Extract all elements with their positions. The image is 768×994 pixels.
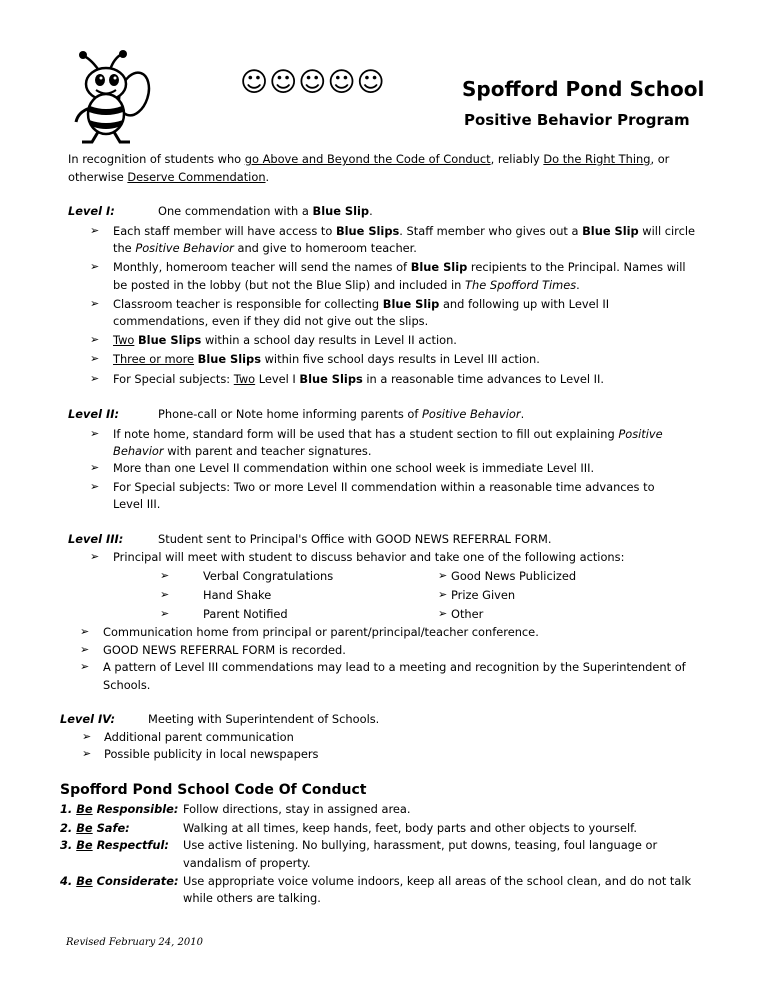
text: If note home, standard form will be used that has a student section to fill out explaining — [113, 427, 619, 441]
arrow-bullet-icon: ➢ — [438, 588, 448, 601]
conduct-item-text-cont: while others are talking. — [183, 891, 321, 905]
level-3-bullet-2: Communication home from principal or parent/principal/teacher conference. — [103, 625, 539, 639]
action-item: Parent Notified — [203, 607, 288, 621]
revised-date: Revised February 24, 2010 — [66, 937, 203, 948]
text: Phone-call or Note home informing parents of — [158, 407, 423, 421]
level-4-bullet-1: Additional parent communication — [104, 730, 294, 744]
conduct-item-text: Follow directions, stay in assigned area. — [183, 802, 411, 816]
level-3-label: Level III: — [68, 532, 124, 546]
text: in a reasonable time advances to Level II. — [362, 372, 604, 386]
text-bold: Blue Slip — [382, 297, 440, 311]
text-bold: Blue Slips — [197, 352, 261, 366]
conduct-item-text-cont: vandalism of property. — [183, 856, 311, 870]
text-bold: Blue Slip — [410, 260, 468, 274]
arrow-bullet-icon: ➢ — [90, 352, 100, 365]
text: and give to homeroom teacher. — [233, 241, 417, 255]
conduct-be: Be — [76, 874, 93, 888]
text-bold: Blue Slips — [335, 224, 400, 238]
level-3-bullet-4-cont: Schools. — [103, 678, 151, 692]
intro-line-1 — [68, 150, 669, 169]
level-2-bullet-3-cont: Level III. — [113, 497, 161, 511]
conduct-item-label — [60, 872, 179, 891]
text-bold: Blue Slip — [582, 224, 639, 238]
intro-text: otherwise — [68, 170, 128, 184]
level-2-bullet-2: More than one Level II commendation within one school week is immediate Level III. — [113, 461, 595, 475]
intro-text: , or — [650, 152, 670, 166]
text-underline: Two — [233, 372, 256, 386]
arrow-bullet-icon: ➢ — [438, 607, 448, 620]
text: recipients to the Principal. Names will — [467, 260, 686, 274]
level-1-bullet-5 — [113, 350, 540, 369]
arrow-bullet-icon: ➢ — [160, 588, 170, 601]
text: . — [520, 407, 525, 421]
text-bold: Blue Slip — [312, 204, 370, 218]
conduct-number: 2. — [60, 821, 77, 835]
text-underline: Three or more — [113, 352, 195, 366]
text: One commendation with a — [158, 204, 313, 218]
text-bold: Blue Slips — [299, 372, 363, 386]
conduct-number: 3. — [60, 838, 77, 852]
text-italic: Positive Behavior — [422, 407, 521, 421]
conduct-item-label — [60, 836, 169, 855]
conduct-item-text: Use appropriate voice volume indoors, keep all areas of the school clean, and do not talk — [183, 874, 692, 888]
conduct-be: Be — [76, 821, 93, 835]
arrow-bullet-icon: ➢ — [90, 461, 100, 474]
smiley-row: ☺☺☺☺☺ — [240, 67, 386, 98]
level-2-description — [158, 405, 524, 424]
level-1-bullet-2 — [113, 258, 686, 277]
arrow-bullet-icon: ➢ — [90, 372, 100, 385]
level-3-bullet-3: GOOD NEWS REFERRAL FORM is recorded. — [103, 643, 346, 657]
conduct-rest: Responsible: — [92, 802, 179, 816]
arrow-bullet-icon: ➢ — [90, 224, 100, 237]
text-italic: Positive — [618, 427, 663, 441]
level-2-bullet-1-cont — [113, 442, 371, 461]
conduct-be: Be — [76, 838, 93, 852]
intro-underline: Deserve Commendation — [127, 170, 266, 184]
action-item: Hand Shake — [203, 588, 272, 602]
conduct-item-label — [60, 819, 130, 838]
arrow-bullet-icon: ➢ — [90, 480, 100, 493]
intro-line-2 — [68, 168, 269, 187]
arrow-bullet-icon: ➢ — [82, 747, 92, 760]
text: and following up with Level II — [439, 297, 610, 311]
text-italic: The Spofford Times — [465, 278, 577, 292]
action-item: Good News Publicized — [451, 569, 577, 583]
level-2-bullet-3: For Special subjects: Two or more Level II commendation within a reasonable time advances to — [113, 480, 655, 494]
action-item: Prize Given — [451, 588, 516, 602]
text: with parent and teacher signatures. — [163, 444, 372, 458]
intro-underline: Do the Right Thing — [543, 152, 651, 166]
text: will circle — [638, 224, 696, 238]
intro-text: In recognition of students who — [68, 152, 245, 166]
text: . Staff member who gives out a — [399, 224, 583, 238]
action-item: Verbal Congratulations — [203, 569, 334, 583]
level-4-label: Level IV: — [60, 712, 116, 726]
conduct-be: Be — [76, 802, 93, 816]
text: Level I — [255, 372, 300, 386]
action-item: Other — [451, 607, 484, 621]
text-italic: Positive Behavior — [135, 241, 234, 255]
arrow-bullet-icon: ➢ — [160, 569, 170, 582]
text: Classroom teacher is responsible for collecting — [113, 297, 383, 311]
conduct-item-text: Walking at all times, keep hands, feet, body parts and other objects to yourself. — [183, 821, 637, 835]
level-4-description: Meeting with Superintendent of Schools. — [148, 712, 380, 726]
level-3-bullet-4: A pattern of Level III commendations may lead to a meeting and recognition by the Superintendent of — [103, 660, 686, 674]
level-1-bullet-3-cont: commendations, even if they did not give out the slips. — [113, 314, 429, 328]
level-1-bullet-2-cont — [113, 276, 580, 295]
arrow-bullet-icon: ➢ — [160, 607, 170, 620]
text: the — [113, 241, 136, 255]
level-3-description: Student sent to Principal's Office with GOOD NEWS REFERRAL FORM. — [158, 532, 552, 546]
level-1-label: Level I: — [68, 204, 115, 218]
arrow-bullet-icon: ➢ — [82, 730, 92, 743]
intro-underline: go Above and Beyond the Code of Conduct — [244, 152, 491, 166]
conduct-rest: Safe: — [92, 821, 130, 835]
text: Monthly, homeroom teacher will send the names of — [113, 260, 411, 274]
level-1-bullet-3 — [113, 295, 609, 314]
arrow-bullet-icon: ➢ — [90, 550, 100, 563]
text-bold: Blue Slips — [137, 333, 202, 347]
level-1-bullet-1 — [113, 222, 695, 241]
arrow-bullet-icon: ➢ — [90, 297, 100, 310]
text: Each staff member will have access to — [113, 224, 336, 238]
code-of-conduct-title: Spofford Pond School Code Of Conduct — [60, 782, 367, 798]
conduct-item-label — [60, 800, 178, 819]
conduct-number: 4. — [60, 874, 77, 888]
text: within a school day results in Level II action. — [201, 333, 457, 347]
bee-mascot-icon — [70, 50, 152, 146]
text-underline: Two — [113, 333, 135, 347]
arrow-bullet-icon: ➢ — [80, 625, 90, 638]
level-2-bullet-1 — [113, 425, 663, 444]
arrow-bullet-icon: ➢ — [438, 569, 448, 582]
level-3-bullet-1: Principal will meet with student to discuss behavior and take one of the following actions: — [113, 550, 625, 564]
level-2-label: Level II: — [68, 407, 120, 421]
school-name: Spofford Pond School — [462, 77, 705, 101]
conduct-rest: Respectful: — [92, 838, 169, 852]
intro-text: , reliably — [490, 152, 544, 166]
level-4-bullet-2: Possible publicity in local newspapers — [104, 747, 319, 761]
text: within five school days results in Level III action. — [261, 352, 540, 366]
text: For Special subjects: — [113, 372, 234, 386]
text: . — [576, 278, 580, 292]
conduct-rest: Considerate: — [92, 874, 179, 888]
level-1-bullet-1-cont — [113, 239, 417, 258]
arrow-bullet-icon: ➢ — [90, 260, 100, 273]
arrow-bullet-icon: ➢ — [80, 643, 90, 656]
text: . — [369, 204, 373, 218]
program-name: Positive Behavior Program — [464, 111, 690, 129]
arrow-bullet-icon: ➢ — [80, 660, 90, 673]
arrow-bullet-icon: ➢ — [90, 427, 100, 440]
level-1-bullet-6 — [113, 370, 604, 389]
arrow-bullet-icon: ➢ — [90, 333, 100, 346]
text: be posted in the lobby (but not the Blue Slip) and included in — [113, 278, 466, 292]
level-1-bullet-4 — [113, 331, 457, 350]
level-1-description — [158, 202, 373, 221]
text-italic: Behavior — [113, 444, 164, 458]
conduct-number: 1. — [60, 802, 77, 816]
conduct-item-text: Use active listening. No bullying, harassment, put downs, teasing, foul language or — [183, 838, 658, 852]
intro-text: . — [265, 170, 270, 184]
